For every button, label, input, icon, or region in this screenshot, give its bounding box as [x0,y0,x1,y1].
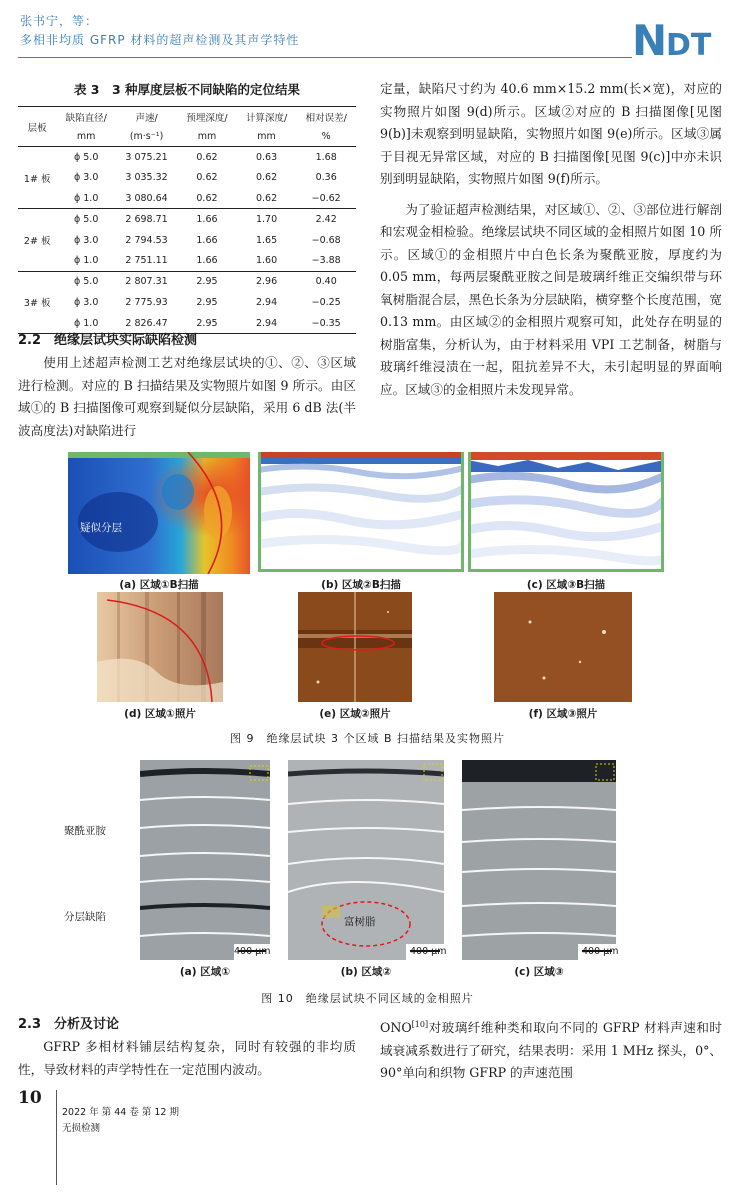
bscan-region2-image [258,452,464,572]
table-cell: 2.95 [196,276,218,288]
bscan-region3-image [468,452,664,572]
table-cell: ϕ 5.0 [73,276,99,288]
table-cell: 2.94 [237,313,297,334]
figure-10c-label: (c) 区域③ [514,966,564,978]
journal-logo [632,16,722,65]
figure-9b-label: (b) 区域②B扫描 [321,579,401,591]
logo-letters-dt: DT [666,28,712,63]
table-unit: (m·s⁻¹) [116,127,177,147]
table-cell: 1.60 [237,250,297,271]
table-cell: 1.66 [196,214,218,226]
table-cell: −0.68 [311,234,341,246]
footer-divider [56,1090,57,1185]
metallograph-region2-image [288,760,447,960]
figure-10-caption: 图 10 绝缘层试块不同区域的金相照片 [261,992,474,1005]
table-cell: 0.40 [315,276,337,288]
table-cell: ϕ 3.0 [73,296,99,308]
table-row [18,250,356,271]
section-2-3-paragraph: GFRP 多相材料铺层结构复杂，同时有较强的非均质性，导致材料的声学特性在一定范围内波动。 [18,1039,356,1077]
table-cell: 0.62 [196,151,218,163]
figure-9f-label: (f) 区域③照片 [528,708,598,720]
running-header-title: 多相非均质 GFRP 材料的超声检测及其声学特性 [20,33,300,47]
section-2-2-paragraph: 使用上述超声检测工艺对绝缘层试块的①、②、③区域进行检测。对应的 B 扫描结果及实物照片如图 9 所示。由区域①的 B 扫描图像可观察到疑似分层缺陷，采用 6 dB 法(半波高度法)对缺陷进行 [18,355,356,438]
running-header-authors: 张书宁，等： [20,14,99,28]
table-row [18,167,356,188]
delamination-annotation: 疑似分层 [80,522,122,534]
table-plate-cell: 2# 板 [18,209,56,271]
defect-location-table [18,106,356,334]
table-cell: 2 751.11 [116,250,177,271]
figure-9e-label: (e) 区域②照片 [319,708,391,720]
table-cell: 2 775.93 [125,296,168,308]
table-cell: 0.62 [255,172,278,184]
photo-region3-image [494,592,632,702]
table-cell: −3.88 [296,250,356,271]
page-number: 10 [18,1088,42,1108]
delamination-annotation: 分层缺陷 [64,911,106,923]
table-cell: 1.68 [315,151,337,163]
table-title: 表 3 3 种厚度层板不同缺陷的定位结果 [73,82,301,97]
table-cell: 3 035.32 [125,172,168,184]
table-cell: −0.62 [296,188,356,209]
table-row [18,230,356,251]
table-cell: ϕ 5.0 [73,214,99,226]
figure-9d-label: (d) 区域①照片 [124,708,196,720]
table-cell: 2 826.47 [116,313,177,334]
table-cell: 0.62 [196,172,218,184]
table-row [18,292,356,313]
table-unit: % [296,127,356,147]
table-cell: 1.70 [255,214,278,226]
table-cell: 2.94 [255,296,278,308]
table-cell: 0.63 [255,151,278,163]
reference-number: [10] [411,1020,429,1029]
logo-letter-n: N [632,16,668,65]
table-row [18,209,356,230]
right-paragraph-1: 定量，缺陷尺寸约为 40.6 mm×15.2 mm(长×宽)，对应的实物照片如图 9(d)所示。区域②对应的 B 扫描图像[见图 9(b)]未观察到明显缺陷，实物照片如图 9(e)所示。区域③属于目视无异常区域，对应的 B 扫描图像[见图 9(c)]中亦未识别到明显缺陷，实物照片如图 9(f)所示。 [380,81,722,186]
table-cell: 1.66 [177,250,237,271]
table-row [18,271,356,292]
header-rule [18,57,632,58]
figure-10b-label: (b) 区域② [340,966,392,978]
table-unit: mm [177,127,237,147]
table-cell: ϕ 5.0 [73,151,99,163]
table-plate-cell: 1# 板 [18,147,56,209]
figure-9a-label: (a) 区域①B扫描 [119,579,199,591]
table-row [18,147,356,168]
table-header-plate: 层板 [18,107,56,147]
table-row [18,188,356,209]
table-cell: ϕ 1.0 [56,188,116,209]
photo-region1-image [97,592,223,702]
table-cell: 0.62 [237,188,297,209]
table-header-velocity: 声速/ [116,107,177,127]
reference-author: ONO [380,1020,412,1036]
figure-9c-label: (c) 区域③B扫描 [526,579,606,591]
table-unit: mm [56,127,116,147]
table-header-preset-depth: 预埋深度/ [177,107,237,127]
figure-10a-label: (a) 区域① [179,966,231,978]
table-cell: 2.95 [196,296,218,308]
table-cell: −0.35 [296,313,356,334]
bscan-region1-image [68,452,250,574]
polyimide-annotation: 聚酰亚胺 [64,825,106,837]
table-header-diameter: 缺陷直径/ [56,107,116,127]
table-cell: 2.42 [315,214,337,226]
resin-rich-annotation: 富树脂 [344,916,376,928]
table-header-calc-depth: 计算深度/ [237,107,297,127]
right-bottom-text: 对玻璃纤维种类和取向不同的 GFRP 材料声速和时域衰减系数进行了研究，结果表明：采用 1 MHz 探头，0°、90°单向和织物 GFRP 的声速范围 [380,1020,722,1081]
table-cell: 2 794.53 [125,234,168,246]
section-heading-2-3: 2.3 分析及讨论 [18,1017,120,1032]
section-heading-2-2: 2.2 绝缘层试块实际缺陷检测 [18,333,198,348]
right-paragraph-2: 为了验证超声检测结果，对区域①、②、③部位进行解剖和宏观金相检验。绝缘层试块不同区域的金相照片如图 10 所示。区域①的金相照片中白色长条为聚酰亚胺，厚度约为 0.05 mm，每两层聚酰亚胺之间是玻璃纤维正交编织带与环氧树脂混合层，黑色长条为分层缺陷，横穿整个长度范围，宽 0.13 mm。由区域②的金相照片观察可知，此处存在明显的树脂富集，分析认为，由于材料采用 VPI 工艺制备，树脂与玻璃纤维浸渍在一起，阻抗差异不大，未引起明显的界面响应。区域③的金相照片未发现异常。 [380,201,722,397]
table-cell: 3 080.64 [116,188,177,209]
footer-issue: 2022 年 第 44 卷 第 12 期 [62,1107,179,1118]
footer-journal: 无损检测 [62,1123,101,1134]
photo-region2-image [298,592,412,702]
metallograph-region1-image [140,760,270,960]
table-cell: 0.36 [315,172,337,184]
table-plate-cell: 3# 板 [18,271,56,333]
metallograph-region3-image [462,760,619,960]
scale-bar-label: 400 μm [410,946,447,957]
table-cell: 0.62 [177,188,237,209]
table-cell: 3 075.21 [125,151,168,163]
table-cell: −0.25 [311,296,341,308]
right-bottom-paragraph [380,1014,722,1085]
scale-bar-label: 400 μm [234,946,271,957]
scale-bar-label: 400 μm [582,946,619,957]
table-cell: 2 807.31 [125,276,168,288]
table-cell: ϕ 3.0 [73,172,99,184]
table-unit: mm [237,127,297,147]
table-cell: ϕ 3.0 [73,234,99,246]
figure-9-caption: 图 9 绝缘层试块 3 个区域 B 扫描结果及实物照片 [229,732,506,745]
table-cell: 2.95 [177,313,237,334]
table-header-rel-error: 相对误差/ [296,107,356,127]
table-cell: ϕ 1.0 [56,250,116,271]
table-cell: 1.66 [196,234,218,246]
table-cell: ϕ 1.0 [56,313,116,334]
table-cell: 2.96 [255,276,278,288]
table-cell: 1.65 [255,234,278,246]
table-cell: 2 698.71 [125,214,168,226]
